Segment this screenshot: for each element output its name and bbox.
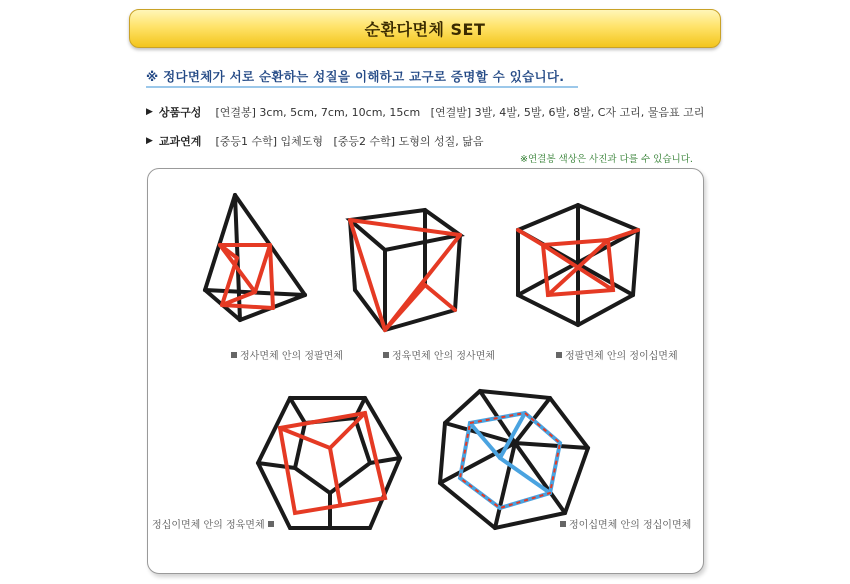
cube-model-image bbox=[340, 205, 470, 335]
page-title: 순환다면체 SET bbox=[364, 20, 486, 39]
spec-value: [중등1 수학] 입체도형 [중등2 수학] 도형의 성질, 닮음 bbox=[215, 135, 484, 148]
spec-value: [연결봉] 3cm, 5cm, 7cm, 10cm, 15cm [연결발] 3발, 4발, 5발, 6발, 8발, C자 고리, 물음표 고리 bbox=[215, 106, 705, 119]
caption-cube bbox=[383, 347, 495, 362]
caption-text: 정이십면체 안의 정십이면체 bbox=[569, 520, 692, 531]
dodecahedron-model-image bbox=[250, 388, 410, 538]
caption-marker-icon bbox=[268, 521, 274, 527]
caption-marker-icon bbox=[556, 352, 562, 358]
headline bbox=[146, 66, 578, 88]
spec-row-composition bbox=[146, 104, 704, 120]
triangle-bullet-icon: ▶ bbox=[146, 136, 153, 146]
spec-label: 상품구성 bbox=[158, 106, 202, 119]
octahedron-model-image bbox=[508, 200, 643, 330]
caption-dodecahedron bbox=[152, 516, 274, 531]
spec-row-curriculum bbox=[146, 133, 483, 149]
caption-marker-icon bbox=[560, 521, 566, 527]
color-note: ※연결봉 색상은 사진과 다를 수 있습니다. bbox=[520, 154, 693, 165]
caption-octahedron bbox=[556, 347, 678, 362]
caption-tetrahedron bbox=[231, 347, 343, 362]
icosahedron-model-image bbox=[430, 383, 595, 533]
title-banner bbox=[129, 9, 721, 48]
headline-text: ※ 정다면체가 서로 순환하는 성질을 이해하고 교구로 증명할 수 있습니다. bbox=[146, 69, 565, 84]
caption-marker-icon bbox=[383, 352, 389, 358]
caption-text: 정육면체 안의 정사면체 bbox=[392, 351, 495, 362]
caption-text: 정십이면체 안의 정육면체 bbox=[152, 520, 265, 531]
caption-text: 정팔면체 안의 정이십면체 bbox=[565, 351, 678, 362]
caption-icosahedron bbox=[560, 516, 691, 531]
caption-marker-icon bbox=[231, 352, 237, 358]
triangle-bullet-icon: ▶ bbox=[146, 107, 153, 117]
caption-text: 정사면체 안의 정팔면체 bbox=[240, 351, 343, 362]
tetrahedron-model-image bbox=[195, 190, 315, 325]
spec-label: 교과연계 bbox=[158, 135, 202, 148]
